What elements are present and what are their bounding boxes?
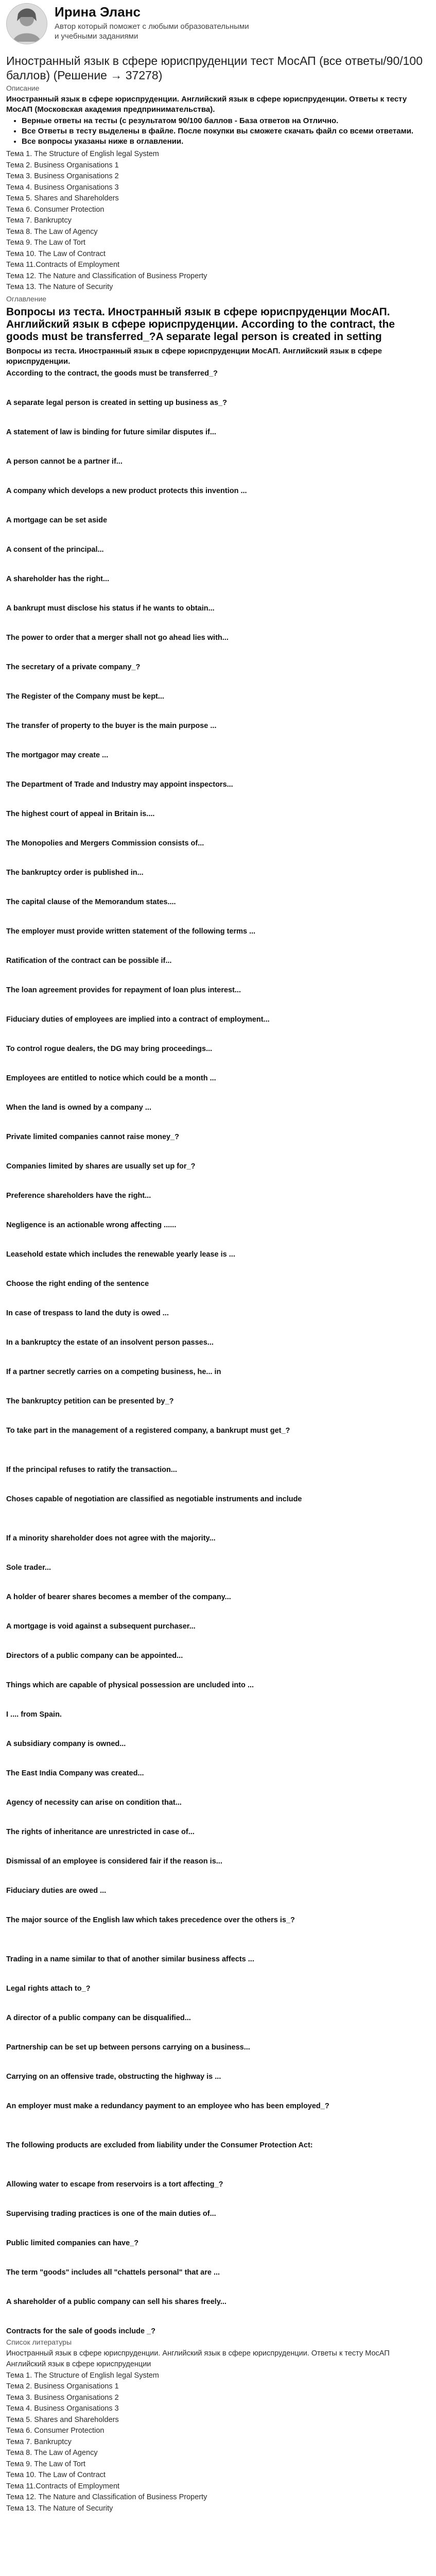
topic-item: Тема 2. Business Organisations 1 xyxy=(6,161,119,170)
questions-list xyxy=(6,369,430,2336)
question-item: A company which develops a new product protects this invention ... xyxy=(6,486,247,495)
tail-topic-item: Тема 4. Business Organisations 3 xyxy=(6,2404,119,2413)
notes-list xyxy=(6,116,430,147)
section-subtitle: Вопросы из теста. Иностранный язык в сфере юриспруденции МосАП. Английский язык в сфере юриспруденции. xyxy=(6,346,382,366)
question-item: I .... from Spain. xyxy=(6,1710,62,1719)
literature-line: Иностранный язык в сфере юриспруденции. Английский язык в сфере юриспруденции. Ответы к тесту МосАП xyxy=(6,2349,390,2358)
question-item: Fiduciary duties of employees are implied into a contract of employment... xyxy=(6,1015,270,1024)
note-item: • Все вопросы указаны ниже в оглавлении. xyxy=(22,137,430,147)
question-item: Companies limited by shares are usually set up for_? xyxy=(6,1162,196,1171)
topic-item: Тема 11.Contracts of Employment xyxy=(6,261,120,269)
tail-topic-item: Тема 5. Shares and Shareholders xyxy=(6,2415,119,2424)
avatar[interactable] xyxy=(6,3,47,44)
author-name[interactable]: Ирина Эланс xyxy=(55,4,141,20)
question-item: Preference shareholders have the right... xyxy=(6,1191,151,1200)
author-info xyxy=(55,3,250,41)
question-item: The bankruptcy petition can be presented by_? xyxy=(6,1397,174,1405)
topic-item: Тема 6. Consumer Protection xyxy=(6,205,104,214)
tail-topic-item: Тема 1. The Structure of English legal System xyxy=(6,2371,159,2380)
question-item: Legal rights attach to_? xyxy=(6,1984,91,1993)
page-title: Иностранный язык в сфере юриспруденции тест МосАП (все ответы/90/100 баллов) (Решение → 37278) xyxy=(6,54,423,82)
tail-topic-item: Тема 11.Contracts of Employment xyxy=(6,2482,120,2490)
tail-topic-item: Тема 3. Business Organisations 2 xyxy=(6,2393,119,2402)
question-item: According to the contract, the goods must be transferred_? xyxy=(6,369,218,378)
question-item: Negligence is an actionable wrong affecting ...... xyxy=(6,1221,177,1229)
topic-item: Тема 9. The Law of Tort xyxy=(6,239,85,247)
question-item: In case of trespass to land the duty is owed ... xyxy=(6,1309,169,1317)
topic-item: Тема 1. The Structure of English legal System xyxy=(6,150,159,158)
question-item: The highest court of appeal in Britain is.... xyxy=(6,809,155,818)
question-item: A bankrupt must disclose his status if he wants to obtain... xyxy=(6,604,215,613)
tail-topic-item: Тема 10. The Law of Contract xyxy=(6,2471,106,2479)
question-item: In a bankruptcy the estate of an insolvent person passes... xyxy=(6,1338,214,1347)
question-item: The employer must provide written statement of the following terms ... xyxy=(6,927,256,936)
topic-item: Тема 7. Bankruptcy xyxy=(6,216,72,225)
question-item: A holder of bearer shares becomes a member of the company... xyxy=(6,1592,231,1601)
topic-item: Тема 8. The Law of Agency xyxy=(6,227,98,236)
question-item: If a partner secretly carries on a competing business, he... in xyxy=(6,1367,221,1376)
question-item: To take part in the management of a registered company, a bankrupt must get_? xyxy=(6,1426,290,1435)
question-item: Dismissal of an employee is considered fair if the reason is... xyxy=(6,1857,222,1866)
question-item: Agency of necessity can arise on condition that... xyxy=(6,1798,182,1807)
question-item: The secretary of a private company_? xyxy=(6,663,141,671)
author-header xyxy=(6,0,430,50)
section-title: Вопросы из теста. Иностранный язык в сфере юриспруденции МосАП. Английский язык в сфере юриспруденции. According to the contract, the goods must be transferred_?A separate legal person is created in setting xyxy=(6,306,395,343)
question-item: The term "goods" includes all "chattels personal" that are ... xyxy=(6,2268,220,2277)
contents-label: Оглавление xyxy=(6,294,47,303)
topic-item: Тема 4. Business Organisations 3 xyxy=(6,183,119,192)
tail-topic-item: Тема 13. The Nature of Security xyxy=(6,2504,113,2513)
question-item: Employees are entitled to notice which could be a month ... xyxy=(6,1074,216,1082)
tail-topic-item: Тема 8. The Law of Agency xyxy=(6,2449,98,2457)
question-item: A director of a public company can be disqualified... xyxy=(6,2013,191,2022)
question-item: The loan agreement provides for repayment of loan plus interest... xyxy=(6,986,241,994)
question-item: Partnership can be set up between persons carrying on a business... xyxy=(6,2043,250,2052)
question-item: A person cannot be a partner if... xyxy=(6,457,123,466)
question-item: The East India Company was created... xyxy=(6,1769,144,1777)
question-item: The Register of the Company must be kept... xyxy=(6,692,164,701)
question-item: A shareholder has the right... xyxy=(6,574,110,583)
tail-topic-item: Тема 7. Bankruptcy xyxy=(6,2437,72,2446)
note-item: • Верные ответы на тесты (с результатом 90/100 баллов - База ответов на Отлично. xyxy=(22,116,430,126)
question-item: If a minority shareholder does not agree with the majority... xyxy=(6,1534,216,1543)
question-item: The mortgagor may create ... xyxy=(6,751,109,759)
question-item: Sole trader... xyxy=(6,1563,51,1572)
topic-list xyxy=(6,149,430,293)
question-item: Things which are capable of physical possession are uncluded into ... xyxy=(6,1681,254,1689)
question-item: The transfer of property to the buyer is the main purpose ... xyxy=(6,721,217,730)
topic-item: Тема 3. Business Organisations 2 xyxy=(6,172,119,180)
question-item: To control rogue dealers, the DG may bring proceedings... xyxy=(6,1044,213,1053)
question-item: The Monopolies and Mergers Commission consists of... xyxy=(6,839,204,848)
question-item: Choose the right ending of the sentence xyxy=(6,1279,149,1288)
question-item: The rights of inheritance are unrestricted in case of... xyxy=(6,1827,195,1836)
question-item: When the land is owned by a company ... xyxy=(6,1103,151,1112)
question-item: Allowing water to escape from reservoirs is a tort affecting_? xyxy=(6,2180,223,2189)
question-item: If the principal refuses to ratify the transaction... xyxy=(6,1465,177,1474)
question-item: Carrying on an offensive trade, obstructing the highway is ... xyxy=(6,2072,221,2081)
topic-item: Тема 10. The Law of Contract xyxy=(6,249,106,258)
question-item: A shareholder of a public company can sell his shares freely... xyxy=(6,2297,226,2306)
avatar-image-icon xyxy=(7,4,47,44)
tail-topic-item: Тема 2. Business Organisations 1 xyxy=(6,2382,119,2391)
literature-line: Английский язык в сфере юриспруденции xyxy=(6,2360,151,2368)
tail-topic-item: Тема 6. Consumer Protection xyxy=(6,2427,104,2435)
question-item: Directors of a public company can be appointed... xyxy=(6,1651,183,1660)
tail-topic-item: Тема 9. The Law of Tort xyxy=(6,2460,85,2468)
question-item: A statement of law is binding for future similar disputes if... xyxy=(6,428,216,436)
tail-topic-item: Тема 12. The Nature and Classification of Business Property xyxy=(6,2493,207,2501)
literature-label: Список литературы xyxy=(6,2337,72,2346)
question-item: Trading in a name similar to that of another similar business affects ... xyxy=(6,1955,254,1963)
question-item: The bankruptcy order is published in... xyxy=(6,868,144,877)
question-item: The power to order that a merger shall not go ahead lies with... xyxy=(6,633,229,642)
question-item: A consent of the principal... xyxy=(6,545,104,554)
question-item: Fiduciary duties are owed ... xyxy=(6,1886,107,1895)
question-item: The following products are excluded from liability under the Consumer Protection Act: xyxy=(6,2141,313,2149)
question-item: An employer must make a redundancy payment to an employee who has been employed_? xyxy=(6,2102,329,2110)
question-item: The Department of Trade and Industry may appoint inspectors... xyxy=(6,780,233,789)
question-item: The capital clause of the Memorandum states.... xyxy=(6,897,176,906)
question-item: A mortgage is void against a subsequent purchaser... xyxy=(6,1622,196,1631)
question-item: Leasehold estate which includes the renewable yearly lease is ... xyxy=(6,1250,235,1259)
question-item: A separate legal person is created in setting up business as_? xyxy=(6,398,227,407)
question-item: Choses capable of negotiation are classified as negotiable instruments and include xyxy=(6,1495,302,1503)
question-item: Ratification of the contract can be possible if... xyxy=(6,956,172,965)
author-description: Автор который поможет с любыми образовательными и учебными заданиями xyxy=(55,22,249,41)
question-item: A subsidiary company is owned... xyxy=(6,1739,126,1748)
question-item: Private limited companies cannot raise money_? xyxy=(6,1132,180,1141)
description-text: Иностранный язык в сфере юриспруденции. Английский язык в сфере юриспруденции. Ответы к тесту МосАП (Московская академия предпринимательства). xyxy=(6,95,407,114)
question-item: The major source of the English law which takes precedence over the others is_? xyxy=(6,1916,295,1924)
topic-item: Тема 12. The Nature and Classification of Business Property xyxy=(6,272,207,280)
question-item: Supervising trading practices is one of the main duties of... xyxy=(6,2209,216,2218)
question-item: A mortgage can be set aside xyxy=(6,516,108,524)
note-item: • Все Ответы в тесту выделены в файле. После покупки вы сможете скачать файл со всеми ответами. xyxy=(22,126,430,137)
description-label: Описание xyxy=(6,84,40,92)
topic-item: Тема 13. The Nature of Security xyxy=(6,283,113,291)
question-item: Contracts for the sale of goods include _? xyxy=(6,2327,156,2335)
topic-item: Тема 5. Shares and Shareholders xyxy=(6,194,119,202)
literature-section xyxy=(6,2337,430,2515)
question-item: Public limited companies can have_? xyxy=(6,2239,139,2247)
